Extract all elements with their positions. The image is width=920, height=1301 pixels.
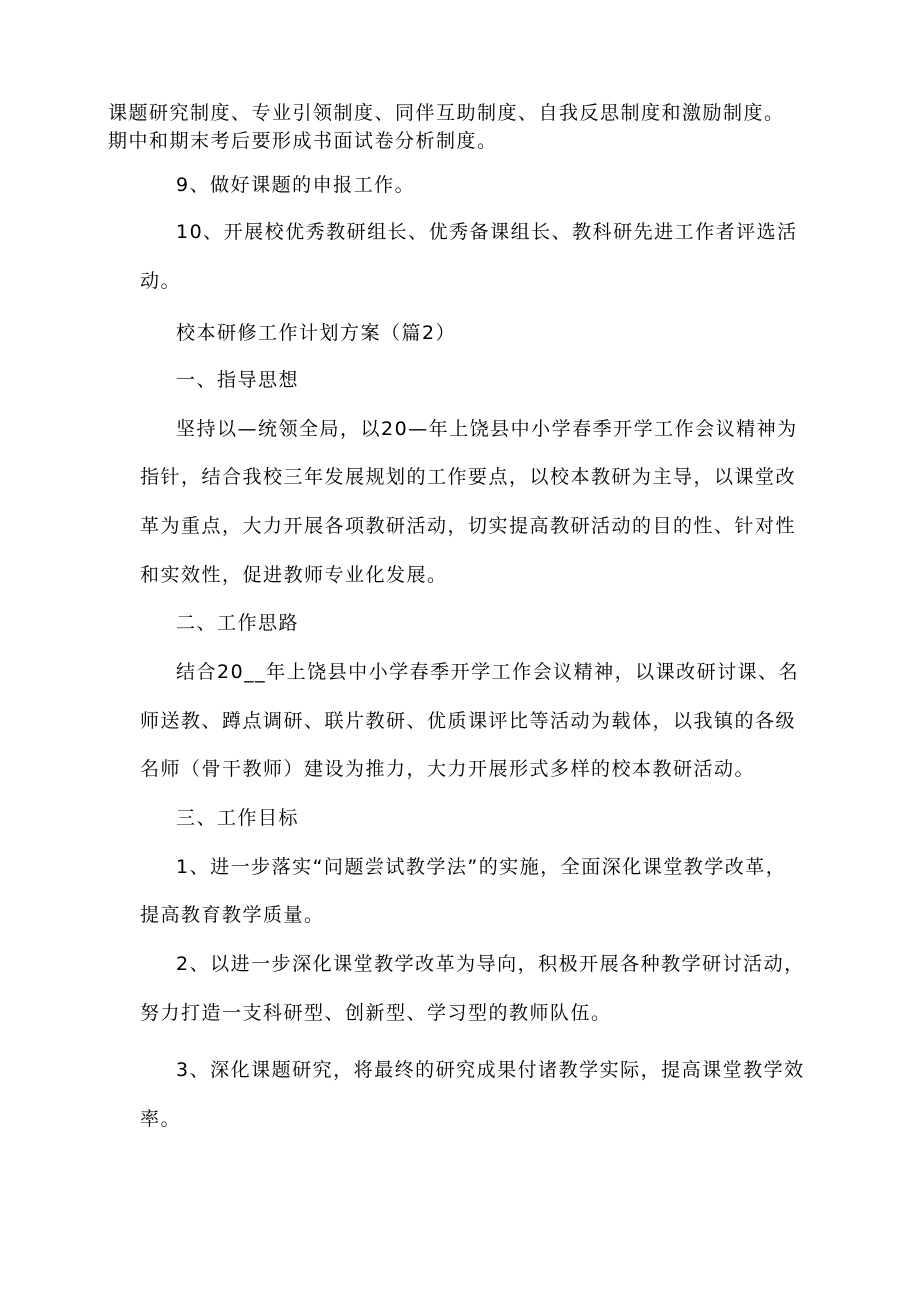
list-item-9: 9、做好课题的申报工作。: [176, 174, 416, 196]
paragraph-2-line-1: 结合20__年上饶县中小学春季开学工作会议精神，以课改研讨课、名: [176, 661, 800, 683]
paragraph-2-line-2: 师送教、蹲点调研、联片教研、优质课评比等活动为载体，以我镇的各级: [140, 710, 797, 732]
goal-2-line-1: 2、以进一步深化课堂教学改革为导向，积极开展各种教学研讨活动，: [176, 953, 805, 975]
goal-3-line-2: 率。: [140, 1108, 182, 1130]
heading-work-approach: 二、工作思路: [176, 612, 300, 634]
goal-2-line-2: 努力打造一支科研型、创新型、学习型的教师队伍。: [140, 1002, 612, 1024]
heading-work-goals: 三、工作目标: [176, 807, 300, 829]
paragraph-1-line-2: 指针，结合我校三年发展规划的工作要点，以校本教研为主导，以课堂改: [140, 466, 797, 488]
paragraph-1-line-3: 革为重点，大力开展各项教研活动，切实提高教研活动的目的性、针对性: [140, 515, 797, 537]
paragraph-2-line-3: 名师（骨干教师）建设为推力，大力开展形式多样的校本教研活动。: [140, 758, 756, 780]
heading-guiding-ideology: 一、指导思想: [176, 369, 300, 391]
text-line-5: 动。: [140, 270, 182, 292]
text-line-1: 课题研究制度、专业引领制度、同伴互助制度、自我反思制度和激励制度。: [108, 102, 785, 124]
paragraph-1-line-1: 坚持以—统领全局，以20—年上饶县中小学春季开学工作会议精神为: [176, 418, 798, 440]
section-title: 校本研修工作计划方案（篇2）: [176, 322, 457, 344]
list-item-10: 10、开展校优秀教研组长、优秀备课组长、教科研先进工作者评选活: [176, 221, 798, 243]
paragraph-1-line-4: 和实效性，促进教师专业化发展。: [140, 564, 448, 586]
text-line-2: 期中和期末考后要形成书面试卷分析制度。: [108, 130, 498, 152]
goal-1-line-2: 提高教育教学质量。: [140, 904, 325, 926]
goal-3-line-1: 3、深化课题研究，将最终的研究成果付诸教学实际，提高课堂教学效: [176, 1059, 805, 1081]
goal-1-line-1: 1、进一步落实“问题尝试教学法”的实施，全面深化课堂教学改革，: [176, 856, 787, 878]
